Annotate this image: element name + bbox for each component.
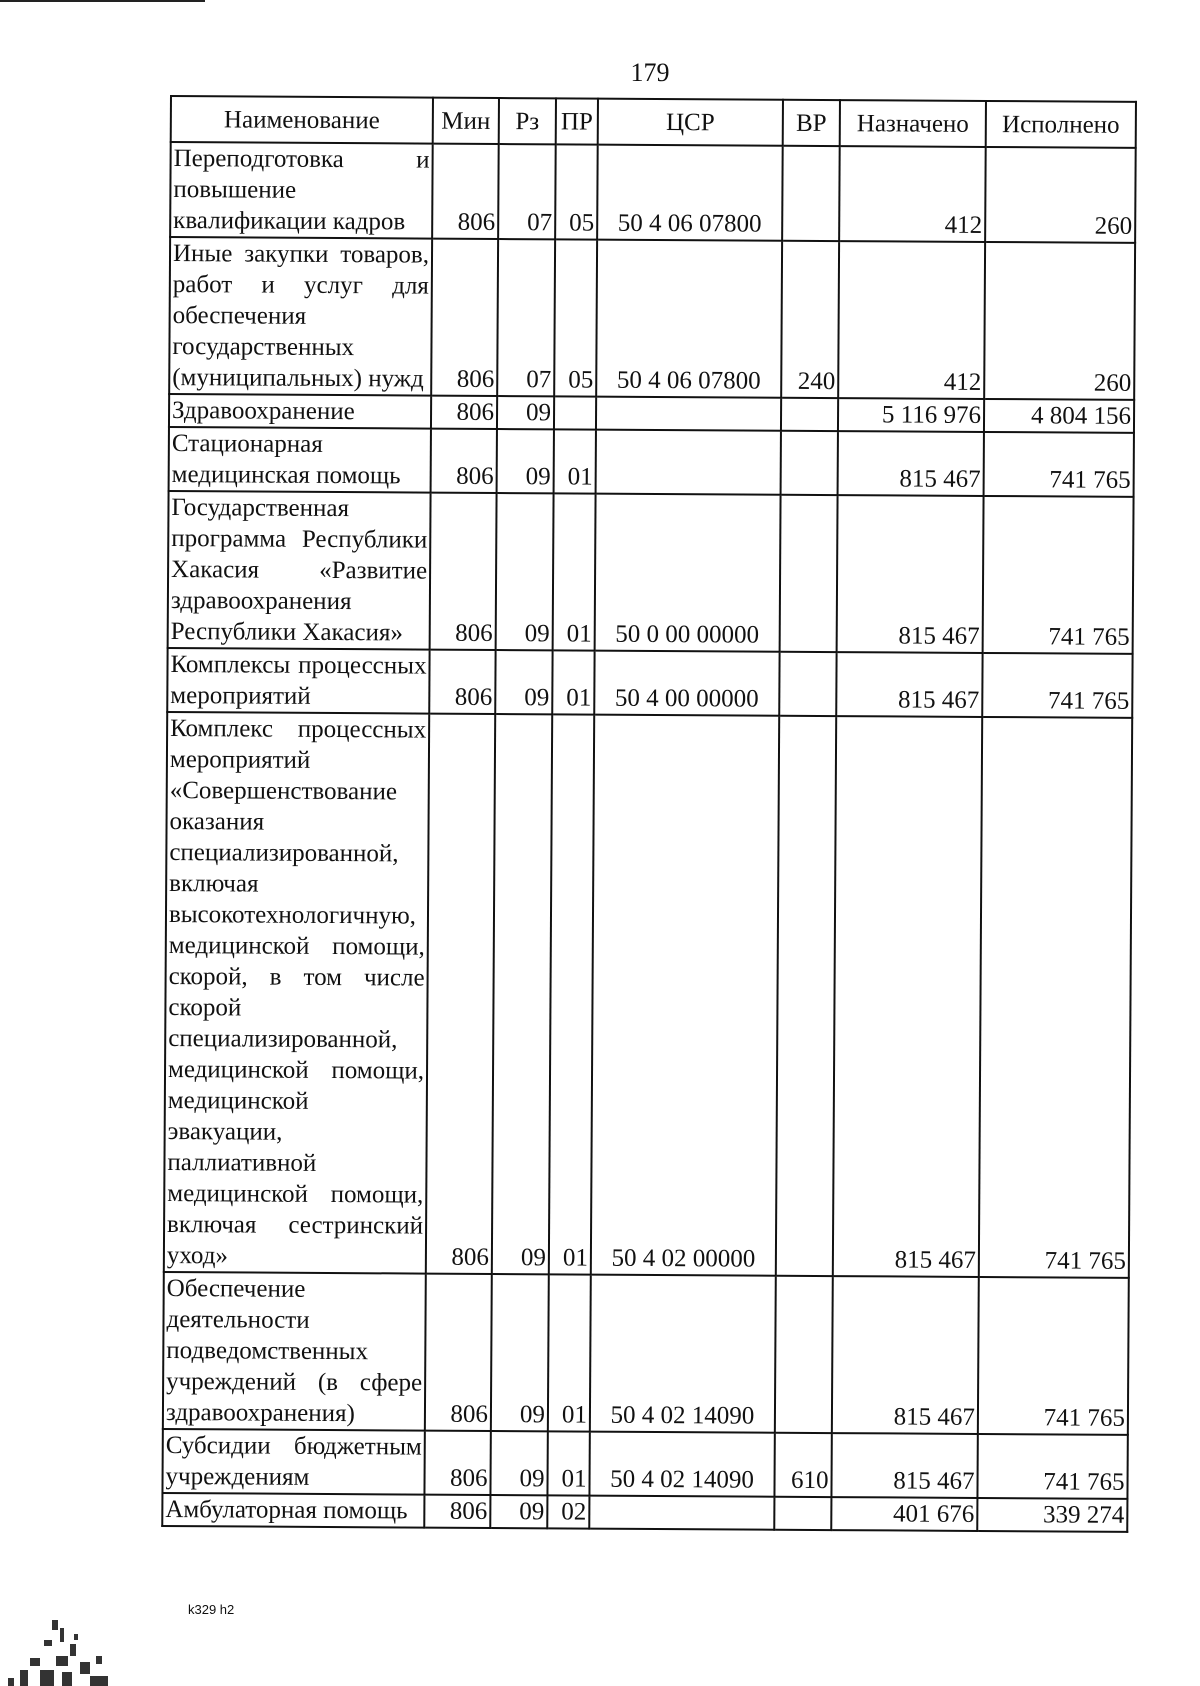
header-vr: ВР (783, 100, 840, 146)
cell-min: 806 (431, 429, 497, 493)
cell-min: 806 (432, 144, 499, 239)
cell-vr (780, 495, 838, 652)
cell-vr (781, 398, 838, 431)
cell-pr: 01 (548, 1274, 591, 1431)
cell-pr: 01 (553, 493, 596, 650)
cell-csr (596, 430, 781, 495)
cell-rz: 09 (495, 650, 552, 714)
cell-pr: 01 (554, 429, 596, 493)
cell-vr (774, 1497, 831, 1530)
table-row (169, 427, 1134, 497)
table-row (168, 491, 1134, 654)
cell-pr: 01 (547, 1431, 589, 1495)
cell-assigned: 815 467 (836, 652, 982, 717)
cell-assigned: 815 467 (833, 716, 982, 1277)
header-min: Мин (433, 98, 499, 144)
cell-vr: 240 (781, 241, 839, 398)
cell-name: Комплексы процессных мероприятий (167, 648, 429, 714)
cell-rz: 07 (498, 144, 556, 239)
cell-pr: 02 (547, 1495, 589, 1528)
cell-assigned: 5 116 976 (838, 398, 984, 432)
cell-min: 806 (431, 239, 498, 396)
cell-rz: 07 (497, 239, 555, 396)
cell-csr (589, 1496, 774, 1530)
table-row (162, 1429, 1127, 1499)
cell-assigned: 412 (839, 146, 986, 242)
cell-vr: 610 (774, 1433, 831, 1497)
cell-vr (781, 431, 838, 495)
table-row (163, 1272, 1129, 1435)
cell-csr: 50 4 02 00000 (591, 715, 779, 1276)
cell-executed: 741 765 (977, 1434, 1127, 1499)
cell-rz: 09 (492, 714, 552, 1274)
cell-vr (775, 1276, 833, 1433)
cell-assigned: 401 676 (831, 1497, 977, 1531)
scan-artifact (0, 1600, 120, 1686)
table-header-row (171, 96, 1136, 148)
cell-rz: 09 (496, 493, 554, 650)
cell-min: 806 (424, 1495, 490, 1528)
cell-pr: 01 (552, 650, 594, 714)
cell-executed: 741 765 (978, 1277, 1129, 1435)
cell-executed: 741 765 (983, 496, 1134, 654)
cell-csr: 50 0 00 00000 (595, 494, 781, 652)
header-rz: Рз (499, 98, 556, 144)
table-row (169, 237, 1135, 400)
cell-assigned: 815 467 (837, 495, 984, 653)
table-row (164, 712, 1132, 1278)
cell-name: Субсидии бюджетным учреждениям (162, 1429, 424, 1495)
cell-executed: 339 274 (977, 1498, 1127, 1532)
cell-assigned: 815 467 (832, 1276, 979, 1434)
cell-executed: 741 765 (979, 717, 1132, 1278)
table-row (162, 1493, 1127, 1532)
cell-name: Переподготовка и повышение квалификации кадров (170, 142, 433, 239)
cell-pr: 01 (549, 714, 594, 1274)
cell-csr (596, 397, 781, 431)
cell-min: 806 (430, 493, 497, 650)
cell-csr: 50 4 02 14090 (590, 1275, 776, 1433)
cell-executed: 4 804 156 (984, 399, 1134, 433)
cell-name: Амбулаторная помощь (162, 1493, 424, 1528)
header-assigned: Назначено (840, 100, 986, 147)
cell-pr: 05 (555, 144, 598, 239)
header-pr: ПР (556, 98, 598, 144)
cell-executed: 260 (984, 242, 1135, 400)
header-executed: Исполнено (986, 101, 1136, 148)
cell-min: 806 (426, 714, 495, 1274)
header-name: Наименование (171, 96, 433, 144)
cell-min: 806 (431, 396, 497, 429)
cell-name: Стационарная медицинская помощь (169, 427, 431, 493)
cell-name: Здравоохранение (169, 394, 431, 429)
cell-pr (554, 396, 596, 429)
scan-top-rule (0, 0, 205, 2)
table-row (170, 142, 1136, 243)
cell-assigned: 412 (838, 241, 985, 399)
cell-assigned: 815 467 (838, 431, 984, 496)
cell-rz: 09 (497, 396, 554, 429)
cell-executed: 741 765 (984, 432, 1134, 497)
cell-executed: 741 765 (982, 653, 1132, 718)
cell-name: Государственная программа Республики Хакасия «Развитие здравоохранения Республики Хакасия» (168, 491, 431, 650)
cell-vr (782, 146, 840, 241)
cell-csr: 50 4 00 00000 (594, 651, 779, 716)
cell-rz: 09 (491, 1274, 549, 1431)
cell-min: 806 (424, 1431, 490, 1495)
cell-pr: 05 (554, 239, 597, 396)
page-number: 179 (630, 58, 670, 87)
cell-min: 806 (425, 1274, 492, 1431)
header-csr: ЦСР (598, 99, 783, 146)
cell-name: Иные закупки товаров, работ и услуг для обеспечения государственных (муниципальных) нужд (169, 237, 432, 396)
cell-csr: 50 4 06 07800 (597, 145, 783, 241)
table-row (167, 648, 1132, 718)
cell-vr (776, 716, 836, 1276)
cell-name: Комплекс процессных мероприятий «Совершенствование оказания специализированной, включая высокотехнологичную, медицинской помощи, скорой, в том числе скорой специализированной, медицинской помощи, медицинской эвакуации, паллиативной медицинской помощи, включая сестринский уход» (164, 712, 429, 1274)
cell-rz: 09 (490, 1495, 547, 1528)
cell-rz: 09 (490, 1431, 547, 1495)
cell-name: Обеспечение деятельности подведомственных учреждений (в сфере здравоохранения) (163, 1272, 426, 1431)
cell-executed: 260 (985, 147, 1136, 243)
footer-code: k329 h2 (188, 1602, 235, 1617)
cell-csr: 50 4 02 14090 (589, 1432, 774, 1497)
cell-csr: 50 4 06 07800 (596, 240, 782, 398)
budget-table (161, 95, 1137, 1533)
cell-rz: 09 (497, 429, 554, 493)
cell-min: 806 (429, 650, 495, 714)
cell-vr (779, 652, 836, 716)
cell-assigned: 815 467 (831, 1433, 977, 1498)
